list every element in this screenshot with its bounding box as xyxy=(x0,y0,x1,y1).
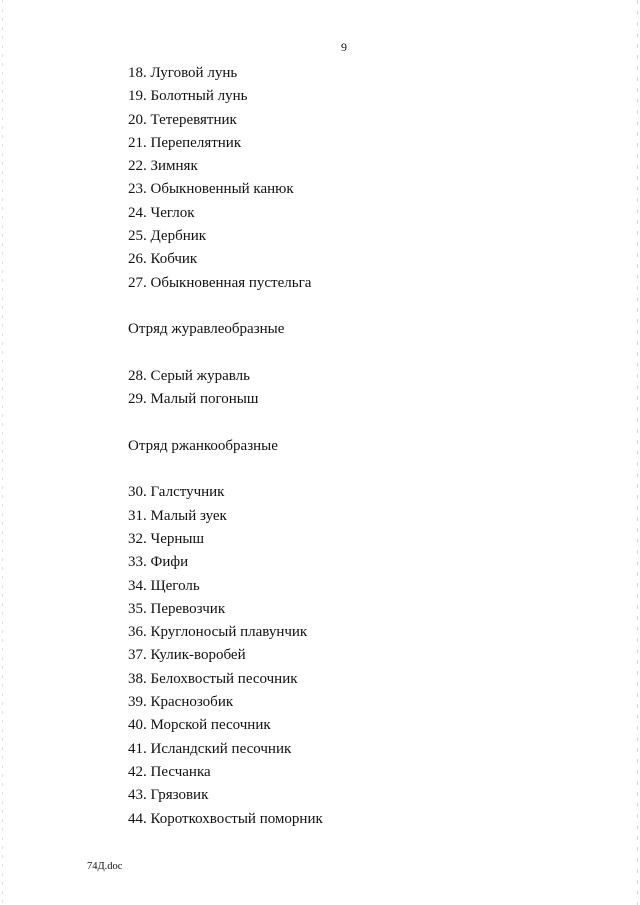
list-item: 42. Песчанка xyxy=(128,763,211,780)
list-item: 32. Черныш xyxy=(128,530,205,547)
list-item: 29. Малый погоныш xyxy=(128,391,259,408)
list-item: 39. Краснозобик xyxy=(128,694,234,711)
list-item: 28. Серый журавль xyxy=(128,367,250,384)
list-item: 44. Короткохвостый поморник xyxy=(128,810,323,827)
list-item: 38. Белохвостый песочник xyxy=(128,670,298,687)
footer-filename: 74Д.doc xyxy=(87,861,123,872)
page-number: 9 xyxy=(341,40,347,54)
list-item: 37. Кулик-воробей xyxy=(128,647,246,664)
list-item: 25. Дербник xyxy=(128,228,207,245)
list-item: 19. Болотный лунь xyxy=(128,88,248,105)
list-item: 18. Луговой лунь xyxy=(128,65,238,81)
list-item: 43. Грязовик xyxy=(128,787,209,804)
list-item: 33. Фифи xyxy=(128,554,189,571)
section-heading-gruiformes: Отряд журавлеобразные xyxy=(128,321,285,338)
list-item: 41. Исландский песочник xyxy=(128,740,292,757)
list-item: 21. Перепелятник xyxy=(128,134,242,151)
list-item: 31. Малый зуек xyxy=(128,507,227,524)
section-heading-charadriiformes: Отряд ржанкообразные xyxy=(128,437,278,454)
list-item: 35. Перевозчик xyxy=(128,600,226,617)
list-item: 30. Галстучник xyxy=(128,484,225,501)
list-item: 22. Зимняк xyxy=(128,158,198,175)
list-item: 23. Обыкновенный канюк xyxy=(128,181,294,198)
scan-edge-right xyxy=(637,0,638,905)
list-item: 40. Морской песочник xyxy=(128,717,271,734)
list-item: 24. Чеглок xyxy=(128,204,195,221)
list-item: 36. Круглоносый плавунчик xyxy=(128,624,308,641)
list-item: 27. Обыкновенная пустельга xyxy=(128,274,312,291)
list-item: 20. Тетеревятник xyxy=(128,111,237,128)
scan-edge-left xyxy=(2,0,3,905)
list-item: 34. Щеголь xyxy=(128,577,200,594)
list-item: 26. Кобчик xyxy=(128,251,198,268)
species-list xyxy=(128,62,588,831)
